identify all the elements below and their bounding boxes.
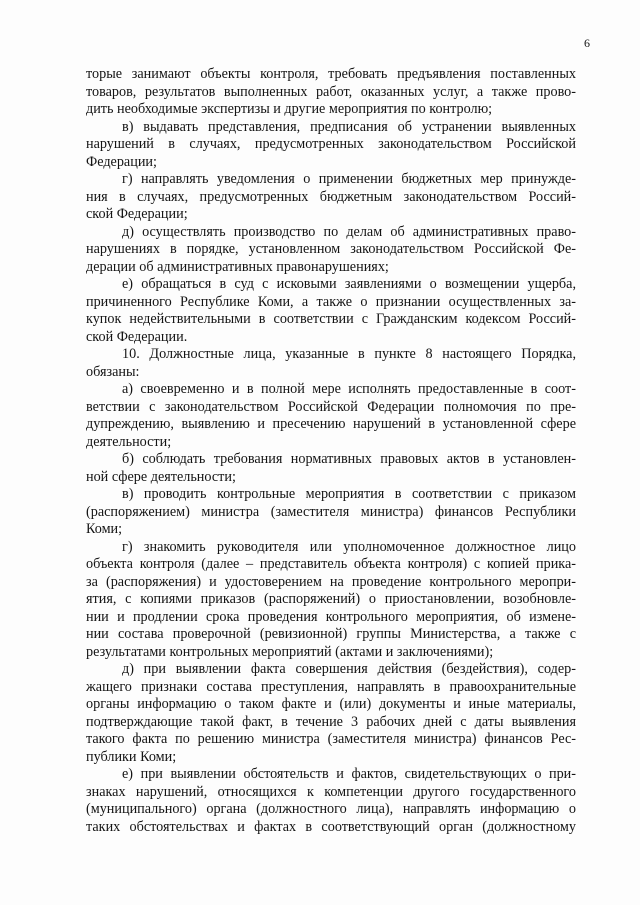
paragraph-item-b <box>86 451 576 486</box>
text-line: д) осуществлять производство по делам об административных право- <box>122 223 576 240</box>
text-line: г) направлять уведомления о применении бюджетных мер принужде- <box>122 171 576 187</box>
paragraph-item-a <box>86 381 576 451</box>
text-line: (муниципального) органа (должностного лица), направлять информацию о <box>86 801 576 817</box>
text-line: (распоряжением) министра (заместителя министра) финансов Республики <box>86 503 576 520</box>
document-body <box>86 66 576 836</box>
paragraph-item-g <box>86 171 576 224</box>
text-line: обязаны: <box>86 363 140 380</box>
text-line: нии состава проверочной (ревизионной) группы Министерства, а также с <box>86 626 576 642</box>
text-line: дить необходимые экспертизы и другие мероприятия по контролю; <box>86 101 493 117</box>
text-line: ния в случаях, предусмотренных бюджетным законодательством Россий- <box>86 188 576 205</box>
text-line: знаках нарушений, относящихся к компетенции другого государственного <box>86 783 576 800</box>
paragraph-item-e <box>86 276 576 346</box>
text-line: Коми; <box>86 521 123 537</box>
text-line: причиненного Республике Коми, а также о признании осуществленных за- <box>86 293 576 310</box>
text-line: таких обстоятельствах и фактах в соответствующий орган (должностному <box>86 818 576 835</box>
paragraph-item-g2 <box>86 539 576 662</box>
text-line: ветствии с законодательством Российской Федерации полномочия по пре- <box>86 398 576 415</box>
text-line: ской Федерации. <box>86 328 188 345</box>
text-line: а) своевременно и в полной мере исполнять предоставленные в соот- <box>122 381 576 397</box>
text-line: 10. Должностные лица, указанные в пункте 8 настоящего Порядка, <box>122 346 576 362</box>
text-line: объекта контроля (далее – представитель объекта контроля) с копией прика- <box>86 556 576 572</box>
text-line: органы информацию о таком факте и (или) документы и иные материалы, <box>86 696 576 712</box>
text-line: д) при выявлении факта совершения действия (бездействия), содер- <box>122 661 576 677</box>
text-line: за (распоряжения) и удостоверением на проведение контрольного меропри- <box>86 573 576 590</box>
text-line: Федерации; <box>86 153 157 170</box>
paragraph-clause-10 <box>86 346 576 381</box>
text-line: ятия, с копиями приказов (распоряжений) о приостановлении, возобновле- <box>86 591 576 607</box>
text-line: дупреждению, выявлению и пресечению нарушений в установленной сфере <box>86 416 576 432</box>
text-line: е) при выявлении обстоятельств и фактов, свидетельствующих о при- <box>122 766 576 782</box>
text-line: ской Федерации; <box>86 206 188 222</box>
paragraph-continuation <box>86 66 576 119</box>
text-line: г) знакомить руководителя или уполномоченное должностное лицо <box>122 538 576 555</box>
paragraph-item-d <box>86 224 576 277</box>
text-line: такого факта по решению министра (заместителя министра) финансов Рес- <box>86 731 576 747</box>
text-line: деятельности; <box>86 433 172 450</box>
text-line: нарушениях в порядке, установленном законодательством Российской Фе- <box>86 241 576 257</box>
paragraph-item-v2 <box>86 486 576 539</box>
text-line: товаров, результатов выполненных работ, оказанных услуг, а также прово- <box>86 83 576 100</box>
text-line: жащего признаки состава преступления, направлять в правоохранительные <box>86 678 576 695</box>
text-line: е) обращаться в суд с исковыми заявлениями о возмещении ущерба, <box>122 276 576 292</box>
text-line: публики Коми; <box>86 748 177 765</box>
text-line: ной сфере деятельности; <box>86 468 236 485</box>
text-line: результатами контрольных мероприятий (актами и заключениями); <box>86 643 494 660</box>
text-line: торые занимают объекты контроля, требовать предъявления поставленных <box>86 66 576 82</box>
paragraph-item-d2 <box>86 661 576 766</box>
text-line: купок недействительными в соответствии с Гражданским кодексом Россий- <box>86 311 576 327</box>
text-line: в) проводить контрольные мероприятия в соответствии с приказом <box>122 486 576 502</box>
paragraph-item-v <box>86 119 576 172</box>
text-line: дерации об административных правонарушениях; <box>86 258 389 275</box>
text-line: подтверждающие такой факт, в течение 3 рабочих дней с даты выявления <box>86 713 576 730</box>
paragraph-item-e2 <box>86 766 576 836</box>
page-number: 6 <box>584 36 590 50</box>
text-line: в) выдавать представления, предписания об устранении выявленных <box>122 118 576 135</box>
text-line: нии и продлении срока проведения контрольного мероприятия, об измене- <box>86 608 576 625</box>
text-line: нарушений в случаях, предусмотренных законодательством Российской <box>86 136 576 152</box>
text-line: б) соблюдать требования нормативных правовых актов в установлен- <box>122 451 576 467</box>
